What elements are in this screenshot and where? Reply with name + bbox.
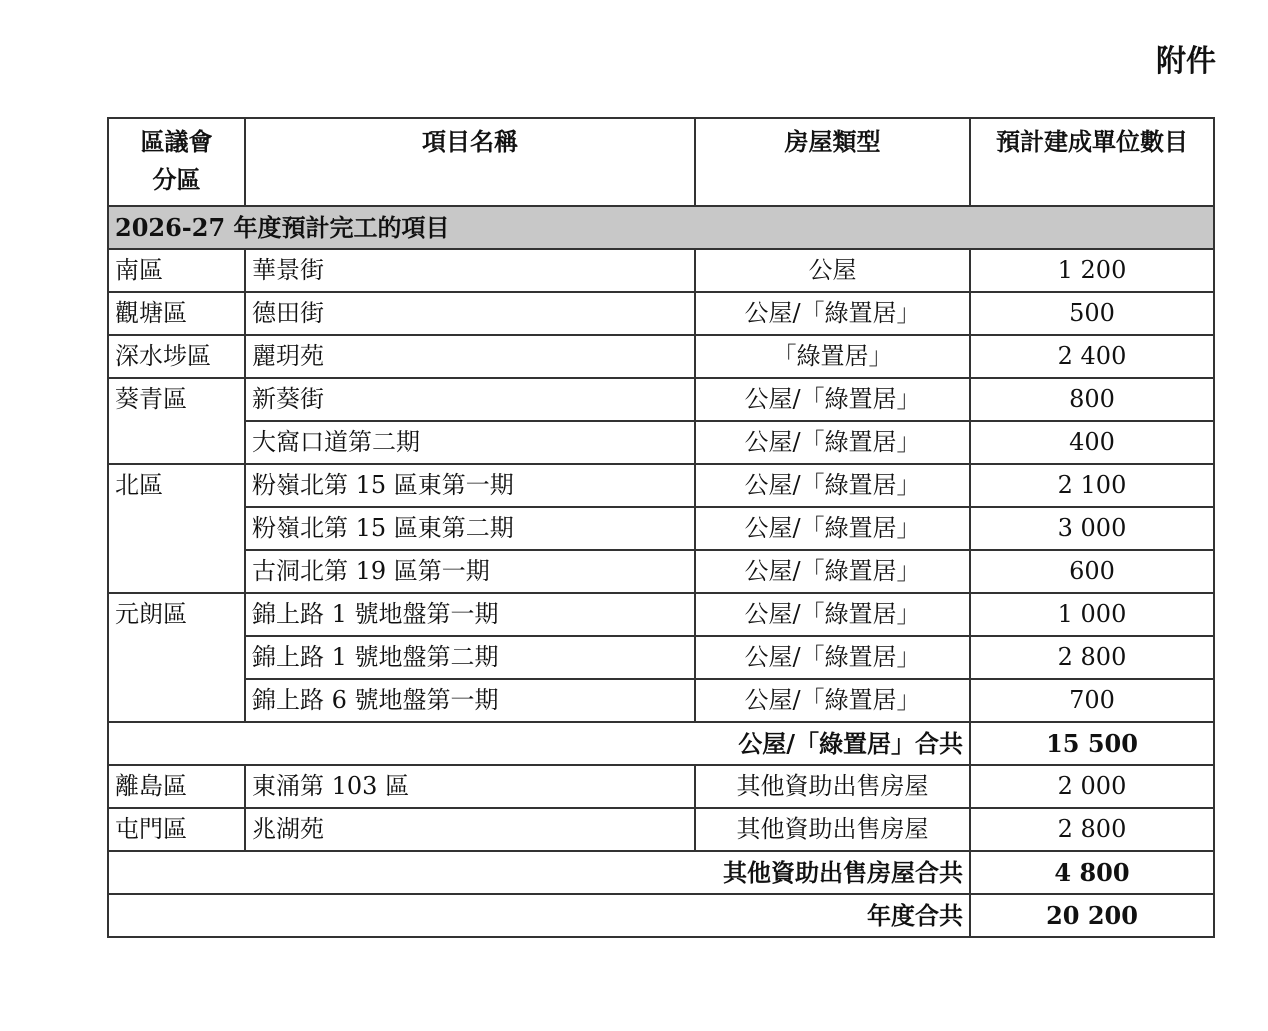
subtotal-units: 4 800: [970, 851, 1214, 894]
project-cell: 麗玥苑: [245, 335, 695, 378]
project-cell: 東涌第 103 區: [245, 765, 695, 808]
subtotal-label: 公屋/「綠置居」合共: [108, 722, 970, 765]
project-cell: 錦上路 1 號地盤第二期: [245, 636, 695, 679]
table-row: [108, 378, 1214, 421]
type-cell: 公屋/「綠置居」: [695, 378, 970, 421]
units-cell: 2 800: [970, 636, 1214, 679]
subtotal-row: [108, 722, 1214, 765]
table-row: [108, 335, 1214, 378]
project-cell: 粉嶺北第 15 區東第二期: [245, 507, 695, 550]
project-cell: 大窩口道第二期: [245, 421, 695, 464]
district-cell: 觀塘區: [108, 292, 245, 335]
table-row: [108, 550, 1214, 593]
units-cell: 2 800: [970, 808, 1214, 851]
section-row: [108, 206, 1214, 249]
district-cell: 深水埗區: [108, 335, 245, 378]
units-cell: 2 100: [970, 464, 1214, 507]
table-row: [108, 636, 1214, 679]
housing-projects-table: [107, 117, 1215, 938]
table-row: [108, 808, 1214, 851]
type-cell: 公屋/「綠置居」: [695, 292, 970, 335]
units-cell: 2 400: [970, 335, 1214, 378]
units-cell: 1 000: [970, 593, 1214, 636]
project-cell: 錦上路 6 號地盤第一期: [245, 679, 695, 722]
header-project: 項目名稱: [245, 118, 695, 206]
table-row: [108, 464, 1214, 507]
table-row: [108, 765, 1214, 808]
project-cell: 粉嶺北第 15 區東第一期: [245, 464, 695, 507]
total-row: [108, 894, 1214, 937]
type-cell: 公屋/「綠置居」: [695, 421, 970, 464]
type-cell: 「綠置居」: [695, 335, 970, 378]
subtotal-label: 其他資助出售房屋合共: [108, 851, 970, 894]
type-cell: 公屋/「綠置居」: [695, 507, 970, 550]
units-cell: 800: [970, 378, 1214, 421]
type-cell: 公屋/「綠置居」: [695, 593, 970, 636]
header-units: 預計建成單位數目: [970, 118, 1214, 206]
type-cell: 公屋: [695, 249, 970, 292]
table-row: [108, 292, 1214, 335]
subtotal-row: [108, 851, 1214, 894]
table-row: [108, 593, 1214, 636]
units-cell: 2 000: [970, 765, 1214, 808]
units-cell: 400: [970, 421, 1214, 464]
header-district: [108, 118, 245, 206]
type-cell: 公屋/「綠置居」: [695, 550, 970, 593]
header-row: [108, 118, 1214, 206]
project-cell: 古洞北第 19 區第一期: [245, 550, 695, 593]
type-cell: 公屋/「綠置居」: [695, 679, 970, 722]
project-cell: 錦上路 1 號地盤第一期: [245, 593, 695, 636]
table-row: [108, 249, 1214, 292]
type-cell: 其他資助出售房屋: [695, 765, 970, 808]
header-district-line2: 分區: [152, 165, 201, 194]
subtotal-units: 15 500: [970, 722, 1214, 765]
district-cell: 屯門區: [108, 808, 245, 851]
type-cell: 公屋/「綠置居」: [695, 464, 970, 507]
table-row: [108, 421, 1214, 464]
project-cell: 兆湖苑: [245, 808, 695, 851]
project-cell: 新葵街: [245, 378, 695, 421]
units-cell: 500: [970, 292, 1214, 335]
units-cell: 600: [970, 550, 1214, 593]
units-cell: 3 000: [970, 507, 1214, 550]
section-title: 2026-27 年度預計完工的項目: [108, 206, 1214, 249]
district-cell: 北區: [108, 464, 245, 593]
header-district-line1: 區議會: [140, 127, 213, 156]
project-cell: 德田街: [245, 292, 695, 335]
total-label: 年度合共: [108, 894, 970, 937]
district-cell: 離島區: [108, 765, 245, 808]
total-units: 20 200: [970, 894, 1214, 937]
table-row: [108, 679, 1214, 722]
table-row: [108, 507, 1214, 550]
district-cell: 葵青區: [108, 378, 245, 464]
annex-label: 附件: [1156, 44, 1216, 79]
district-cell: 南區: [108, 249, 245, 292]
units-cell: 1 200: [970, 249, 1214, 292]
units-cell: 700: [970, 679, 1214, 722]
type-cell: 公屋/「綠置居」: [695, 636, 970, 679]
type-cell: 其他資助出售房屋: [695, 808, 970, 851]
header-type: 房屋類型: [695, 118, 970, 206]
project-cell: 華景街: [245, 249, 695, 292]
district-cell: 元朗區: [108, 593, 245, 722]
